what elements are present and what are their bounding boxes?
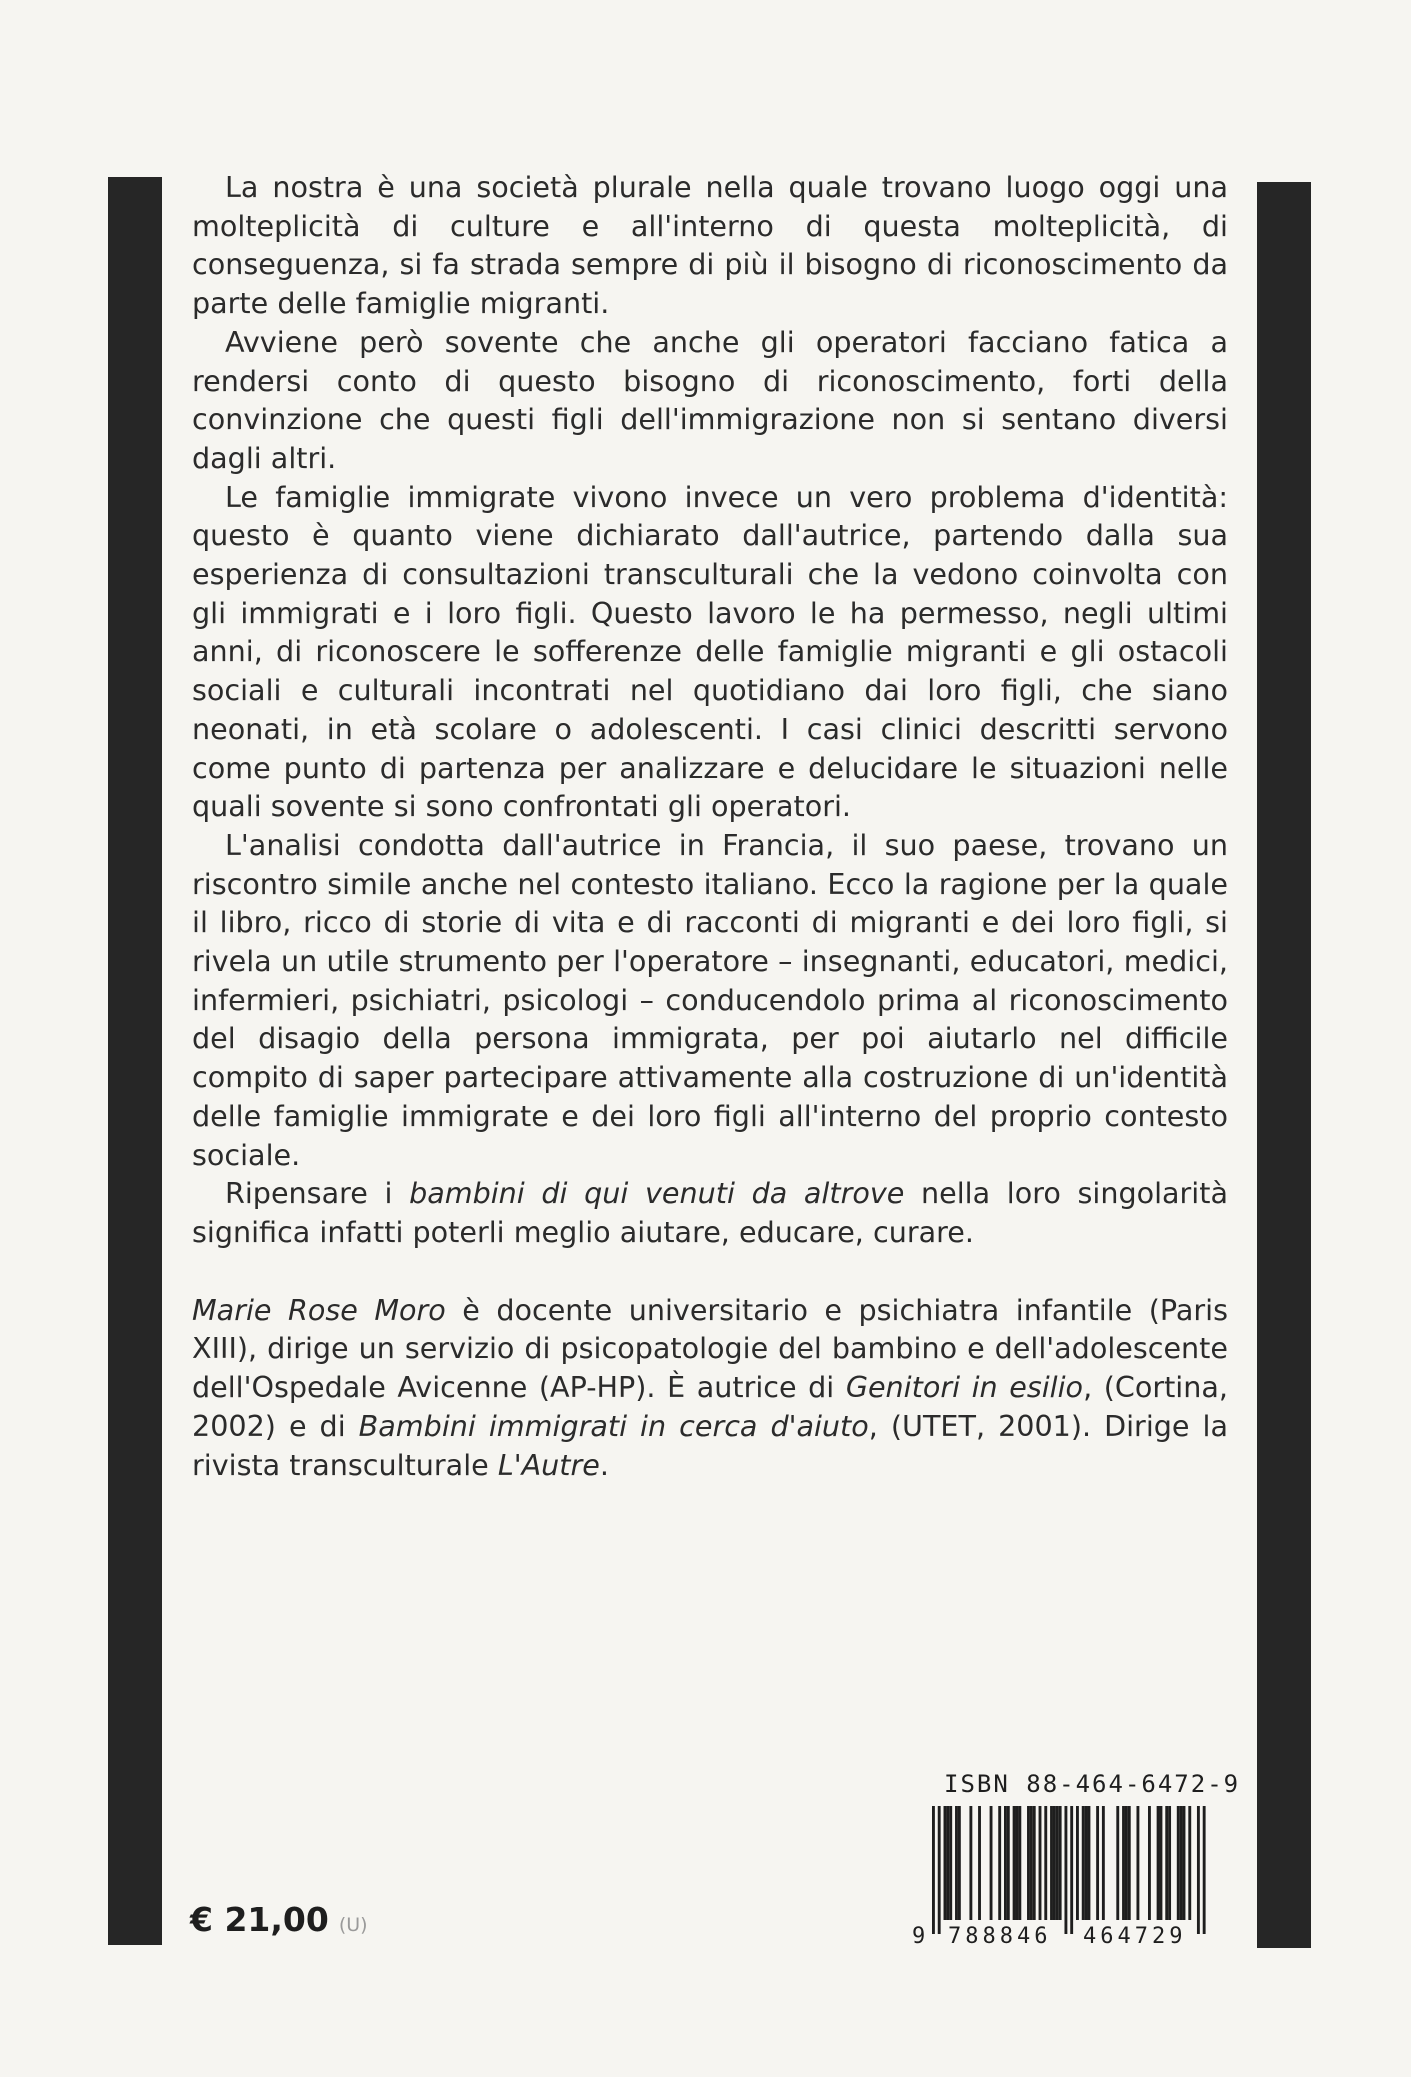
barcode-bar [946,1806,949,1920]
barcode-bar [969,1806,972,1920]
author-bio [192,1291,1228,1485]
barcode-bar [955,1806,958,1920]
right-border-bar [1257,182,1311,1948]
barcode-bar [1070,1806,1073,1934]
barcode-bar [1183,1806,1186,1920]
barcode-bar [1165,1806,1168,1920]
barcode-bar [949,1806,952,1920]
barcode-bar [1160,1806,1163,1920]
bio-book-1: Genitori in esilio [845,1370,1084,1405]
barcode-bar [1096,1806,1099,1920]
barcode-bar [1136,1806,1139,1920]
barcode-bar [932,1806,935,1934]
barcode-bar [1039,1806,1042,1920]
barcode-bar [1197,1806,1200,1934]
barcode-bar [1082,1806,1085,1920]
price-code: (U) [338,1914,368,1936]
barcode-bar [1088,1806,1091,1920]
barcode-bar [1148,1806,1151,1920]
barcode-bar [944,1806,947,1920]
bio-text-1: è docente universitario e psichiatra infantile (Paris XIII), dirige un servizio di psicopatologie del bambino e dell'adolescente dell'Ospedale Avicenne (AP-HP). È autrice di [192,1292,1228,1405]
barcode-bar [1007,1806,1010,1920]
bio-book-2: Bambini immigrati in cerca d'aiuto [358,1408,869,1443]
bio-journal: L'Autre [497,1447,600,1482]
barcode-bar [1050,1806,1053,1920]
barcode-left-digits: 788846 [948,1924,1052,1946]
blurb-paragraph-4: L'analisi condotta dall'autrice in Francia, il suo paese, trovano un riscontro simile anche nel contesto italiano. Ecco la ragione per la quale il libro, ricco di storie di vita e di racconti di migranti e dei loro figli, si rivela un utile strumento per l'operatore – insegnanti, educatori, medici, infermieri, psichiatri, psicologi – conducendolo prima al riconoscimento del disagio della persona immigrata, per poi aiutarlo nel difficile compito di saper partecipare attivamente alla costruzione di un'identità delle famiglie immigrate e dei loro figli all'interno del proprio contesto sociale. [192,827,1228,1172]
barcode-bar [1018,1806,1021,1920]
blurb-paragraph-closing [192,1174,1228,1251]
barcode-bar [1157,1806,1160,1920]
blurb-paragraph-2: Avviene però sovente che anche gli operatori facciano fatica a rendersi conto di questo bisogno di riconoscimento, forti della convinzione che questi figli dell'immigrazione non si sentano diversi dagli altri. [192,324,1228,475]
bio-text-3: , (UTET, 2001). Dirige la rivista transculturale [192,1408,1228,1482]
author-name: Marie Rose Moro [192,1292,446,1327]
barcode-right-digits: 464729 [1083,1924,1187,1946]
barcode [908,1806,1228,1946]
blurb-text [192,168,1228,1484]
barcode-bar [1128,1806,1131,1920]
barcode-bar [1203,1806,1206,1934]
barcode-bar [1122,1806,1125,1920]
barcode-bar [1064,1806,1067,1934]
closing-before: Ripensare i [225,1176,410,1211]
barcode-bar [1085,1806,1088,1920]
barcode-bar [1076,1806,1079,1920]
barcode-bar [1059,1806,1062,1920]
barcode-bars [932,1806,1206,1934]
barcode-bar [1125,1806,1128,1920]
barcode-bar [998,1806,1001,1920]
blurb-paragraph-3: Le famiglie immigrate vivono invece un vero problema d'identità: questo è quanto viene dichiarato dall'autrice, partendo dalla sua esperienza di consultazioni transculturali che la vedono coinvolta con gli immigrati e i loro figli. Questo lavoro le ha permesso, negli ultimi anni, di riconoscere le sofferenze delle famiglie migranti e gli ostacoli sociali e culturali incontrati nel quotidiano dai loro figli, che siano neonati, in età scolare o adolescenti. I casi clinici descritti servono come punto di partenza per analizzare e delucidare le situazioni nelle quali sovente si sono confrontati gli operatori. [192,479,1228,824]
barcode-bar [1004,1806,1007,1920]
price-value: € 21,00 [190,1900,329,1939]
isbn-label: ISBN 88-464-6472-9 [944,1770,1241,1798]
barcode-bar [1056,1806,1059,1920]
closing-after: nella loro singolarità significa infatti poterli meglio aiutare, educare, curare. [192,1176,1228,1249]
bio-text-4: . [599,1447,609,1482]
barcode-bar [1027,1806,1030,1920]
barcode-bar [938,1806,941,1934]
barcode-bar [990,1806,993,1920]
barcode-bar [1030,1806,1033,1920]
barcode-bar [1188,1806,1191,1920]
left-border-bar [108,177,162,1945]
barcode-bar [1044,1806,1047,1920]
barcode-bar [1168,1806,1171,1920]
barcode-bar [1177,1806,1180,1920]
barcode-bar [1033,1806,1036,1920]
barcode-bar [1016,1806,1019,1920]
barcode-bar [1116,1806,1119,1920]
barcode-bar [958,1806,961,1920]
closing-italic: bambini di qui venuti da altrove [409,1176,905,1211]
barcode-bar [978,1806,981,1920]
price [190,1900,368,1939]
barcode-bar [1180,1806,1183,1920]
bio-text-2: , (Cortina, 2002) e di [192,1370,1228,1443]
blurb-paragraph-1: La nostra è una società plurale nella quale trovano luogo oggi una molteplicità di culture e all'interno di questa molteplicità, di conseguenza, si fa strada sempre di più il bisogno di riconoscimento da parte delle famiglie migranti. [192,170,1228,321]
barcode-bar [1053,1806,1056,1920]
barcode-bar [1102,1806,1105,1920]
barcode-bar [1013,1806,1016,1920]
barcode-first-digit: 9 [912,1924,926,1946]
